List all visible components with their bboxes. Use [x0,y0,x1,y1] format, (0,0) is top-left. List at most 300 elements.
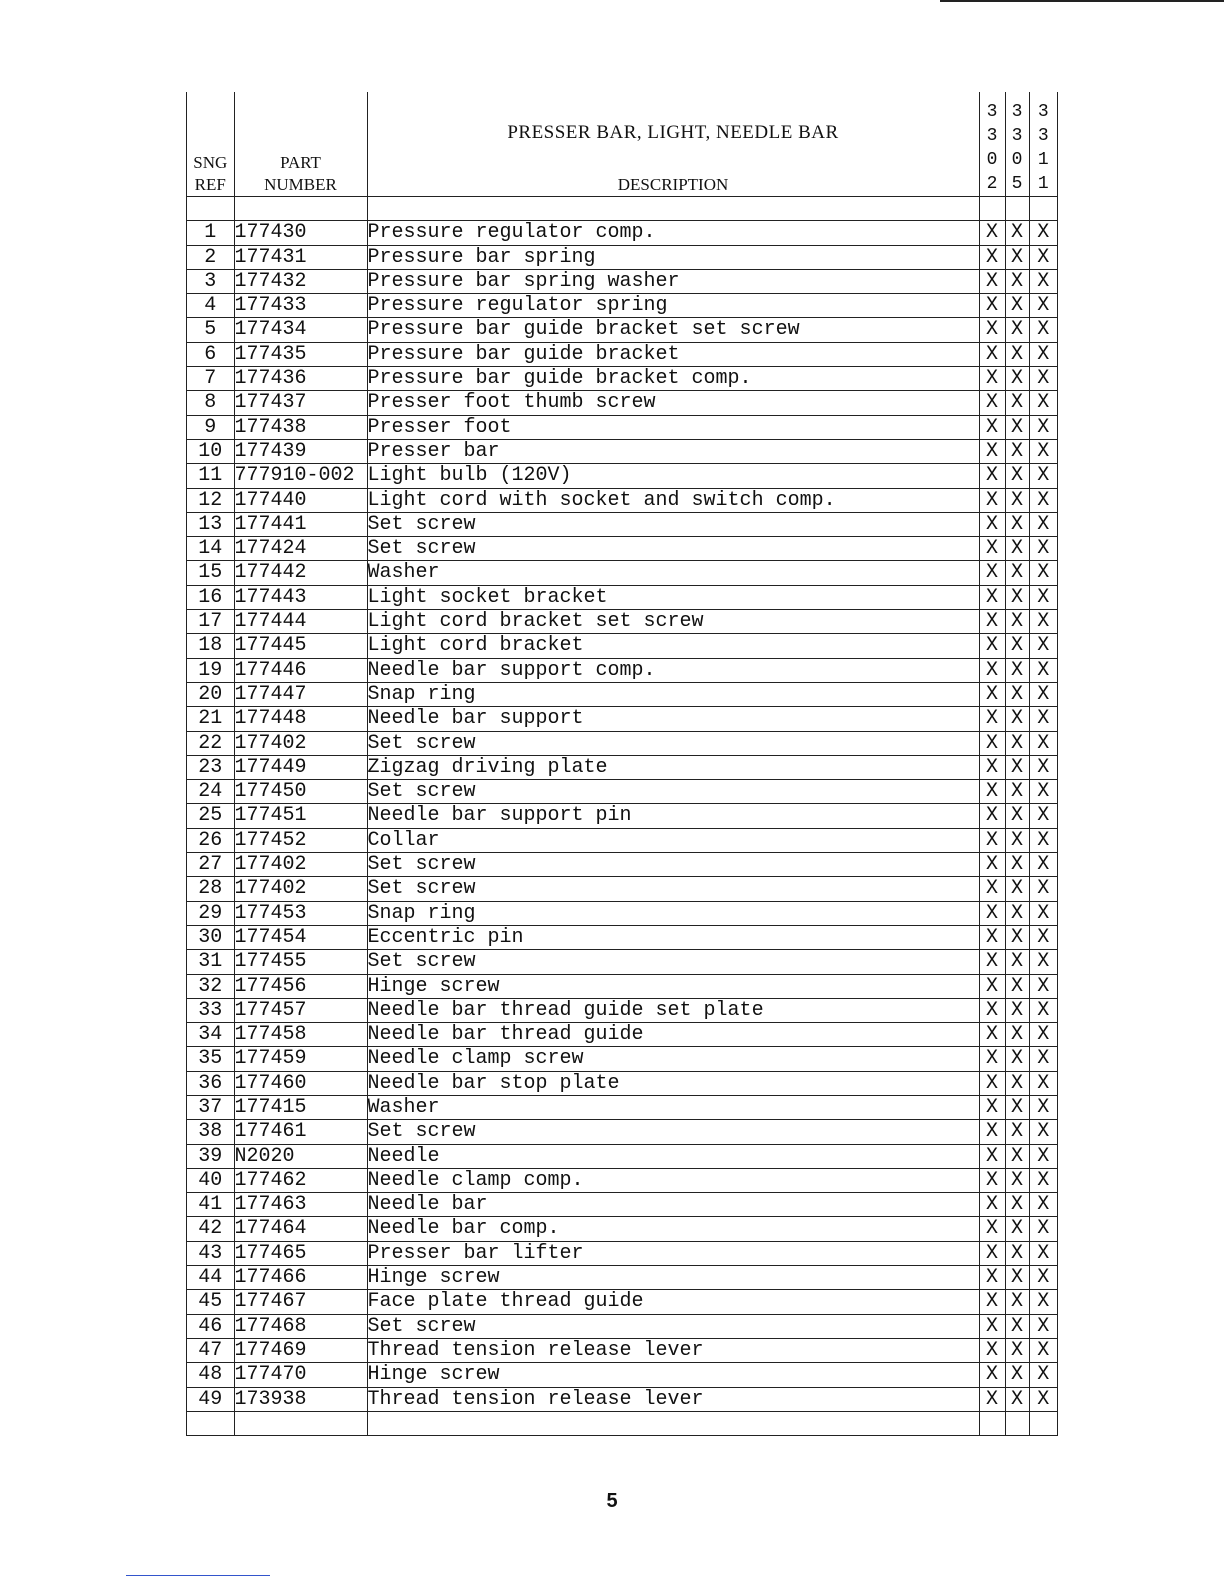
model-3302-mark: X [979,610,1005,634]
empty-cell [979,1411,1005,1435]
model-3302-mark: X [979,853,1005,877]
table-row [187,1047,1057,1071]
table-row [187,1290,1057,1314]
model-3302-mark: X [979,1241,1005,1265]
model-3311-mark: X [1029,1071,1057,1095]
model-3302-mark: X [979,780,1005,804]
page-number: 5 [606,1490,618,1512]
part-number-cell: 177456 [234,974,367,998]
table-row [187,245,1057,269]
ref-cell: 40 [187,1168,234,1192]
model-3305-mark: X [1005,367,1029,391]
ref-cell: 11 [187,464,234,488]
description-cell: Presser bar lifter [367,1241,979,1265]
model-3302-mark: X [979,1266,1005,1290]
model-3302-mark: X [979,342,1005,366]
description-cell: Set screw [367,853,979,877]
ref-cell: 26 [187,828,234,852]
spacer-cell [367,197,979,221]
ref-cell: 13 [187,512,234,536]
table-row [187,755,1057,779]
table-row [187,1095,1057,1119]
part-number-cell: 177433 [234,294,367,318]
part-number-cell: 177452 [234,828,367,852]
ref-cell: 49 [187,1387,234,1411]
model-digit: 3 [1011,102,1023,122]
model-3302-mark: X [979,1168,1005,1192]
model-3311-mark: X [1029,585,1057,609]
ref-cell: 48 [187,1363,234,1387]
ref-cell: 38 [187,1120,234,1144]
part-number-cell: 177445 [234,634,367,658]
description-cell: Pressure bar spring [367,245,979,269]
part-number-cell: 177455 [234,950,367,974]
part-number-cell: 177470 [234,1363,367,1387]
description-cell: Needle bar comp. [367,1217,979,1241]
ref-cell: 21 [187,707,234,731]
description-cell: Needle bar stop plate [367,1071,979,1095]
spacer-cell [1029,197,1057,221]
model-digit: 2 [986,174,998,194]
model-3311-mark: X [1029,1120,1057,1144]
table-row [187,780,1057,804]
description-cell: Light cord bracket [367,634,979,658]
model-3311-mark: X [1029,877,1057,901]
model-3302-mark: X [979,1095,1005,1119]
ref-cell: 5 [187,318,234,342]
model-3302-mark: X [979,1071,1005,1095]
table-row [187,1314,1057,1338]
table-row [187,1217,1057,1241]
model-digit: 3 [1011,126,1023,146]
table-row [187,221,1057,245]
model-3302-mark: X [979,1047,1005,1071]
table-row [187,1193,1057,1217]
model-3305-mark: X [1005,828,1029,852]
table-row [187,998,1057,1022]
ref-cell: 35 [187,1047,234,1071]
model-3305-mark: X [1005,1314,1029,1338]
model-3302-mark: X [979,1023,1005,1047]
ref-cell: 20 [187,682,234,706]
part-number-cell: 177436 [234,367,367,391]
part-number-cell: 177442 [234,561,367,585]
part-number-cell: 177432 [234,269,367,293]
model-3311-mark: X [1029,439,1057,463]
model-3311-mark: X [1029,367,1057,391]
description-cell: Washer [367,561,979,585]
model-3311-mark: X [1029,488,1057,512]
table-row [187,828,1057,852]
model-3305-mark: X [1005,1095,1029,1119]
model-3305-mark: X [1005,1047,1029,1071]
model-3302-mark: X [979,1217,1005,1241]
model-3305-mark: X [1005,755,1029,779]
model-3305-mark: X [1005,1217,1029,1241]
model-3311-mark: X [1029,245,1057,269]
model-3305-mark: X [1005,585,1029,609]
part-number-cell: 177459 [234,1047,367,1071]
model-3305-mark: X [1005,221,1029,245]
model-3302-mark: X [979,925,1005,949]
description-cell: Snap ring [367,682,979,706]
description-cell: Pressure bar guide bracket comp. [367,367,979,391]
description-cell: Needle bar [367,1193,979,1217]
part-number-cell: 177468 [234,1314,367,1338]
model-3311-mark: X [1029,1314,1057,1338]
model-3311-mark: X [1029,294,1057,318]
model-3305-mark: X [1005,1144,1029,1168]
table-row [187,707,1057,731]
ref-cell: 45 [187,1290,234,1314]
model-3311-mark: X [1029,318,1057,342]
model-3311-mark: X [1029,610,1057,634]
model-3302-mark: X [979,1387,1005,1411]
model-3311-mark: X [1029,707,1057,731]
model-3302-mark: X [979,828,1005,852]
model-3302-mark: X [979,1363,1005,1387]
description-cell: Needle [367,1144,979,1168]
model-3311-mark: X [1029,1363,1057,1387]
ref-cell: 17 [187,610,234,634]
ref-cell: 41 [187,1193,234,1217]
description-cell: Thread tension release lever [367,1338,979,1362]
part-number-cell: 177415 [234,1095,367,1119]
part-header-line2: NUMBER [264,175,337,194]
part-number-cell: 177462 [234,1168,367,1192]
table-row [187,925,1057,949]
ref-cell: 28 [187,877,234,901]
table-row [187,318,1057,342]
model-3311-mark: X [1029,1144,1057,1168]
spacer-cell [187,197,234,221]
model-3302-mark: X [979,804,1005,828]
table-row [187,804,1057,828]
model-3311-mark: X [1029,269,1057,293]
model-3311-mark: X [1029,1047,1057,1071]
part-number-cell: 177458 [234,1023,367,1047]
part-number-cell: 177449 [234,755,367,779]
description-cell: Set screw [367,537,979,561]
part-number-cell: 177430 [234,221,367,245]
table-row [187,950,1057,974]
model-3302-mark: X [979,439,1005,463]
ref-cell: 31 [187,950,234,974]
part-number-cell: 177446 [234,658,367,682]
part-number-cell: 177448 [234,707,367,731]
ref-cell: 8 [187,391,234,415]
ref-cell: 34 [187,1023,234,1047]
top-rule [940,0,1224,2]
model-3305-mark: X [1005,1071,1029,1095]
table-row [187,585,1057,609]
model-3302-mark: X [979,464,1005,488]
model-3302-mark: X [979,561,1005,585]
model-3302-mark: X [979,1144,1005,1168]
model-3305-mark: X [1005,780,1029,804]
model-3305-mark: X [1005,537,1029,561]
table-row [187,391,1057,415]
model-3311-mark: X [1029,828,1057,852]
model-3302-mark: X [979,294,1005,318]
model-3302-mark: X [979,318,1005,342]
ref-cell: 36 [187,1071,234,1095]
model-3302-mark: X [979,1290,1005,1314]
description-header [367,92,979,197]
model-digit: 3 [986,102,998,122]
description-cell: Pressure bar guide bracket set screw [367,318,979,342]
model-3311-mark: X [1029,658,1057,682]
table-row [187,1120,1057,1144]
model-3305-mark: X [1005,974,1029,998]
model-3305-mark: X [1005,464,1029,488]
part-number-cell: 177461 [234,1120,367,1144]
ref-cell: 10 [187,439,234,463]
model-3305-mark: X [1005,1363,1029,1387]
description-cell: Zigzag driving plate [367,755,979,779]
ref-cell: 47 [187,1338,234,1362]
description-cell: Pressure bar spring washer [367,269,979,293]
model-3305-mark: X [1005,245,1029,269]
model-3311-mark: X [1029,1290,1057,1314]
table-row [187,634,1057,658]
model-3302-mark: X [979,221,1005,245]
description-cell: Set screw [367,1120,979,1144]
description-cell: Light bulb (120V) [367,464,979,488]
table-row [187,1387,1057,1411]
model-3302-mark: X [979,537,1005,561]
model-3305-mark: X [1005,682,1029,706]
model-3302-mark: X [979,1193,1005,1217]
part-number-cell: 177463 [234,1193,367,1217]
description-cell: Presser foot thumb screw [367,391,979,415]
ref-cell: 46 [187,1314,234,1338]
description-cell: Needle bar thread guide set plate [367,998,979,1022]
model-3302-header [979,92,1005,197]
part-number-cell: 177453 [234,901,367,925]
model-3305-mark: X [1005,512,1029,536]
ref-cell: 6 [187,342,234,366]
model-3302-mark: X [979,1314,1005,1338]
part-number-cell: 177440 [234,488,367,512]
model-3305-mark: X [1005,1266,1029,1290]
model-3311-mark: X [1029,415,1057,439]
parts-table [187,92,1057,1435]
table-row [187,488,1057,512]
model-3305-mark: X [1005,1290,1029,1314]
model-3305-mark: X [1005,853,1029,877]
model-3311-mark: X [1029,342,1057,366]
ref-cell: 25 [187,804,234,828]
model-3305-mark: X [1005,342,1029,366]
ref-cell: 22 [187,731,234,755]
ref-cell: 12 [187,488,234,512]
table-row [187,682,1057,706]
description-cell: Light cord with socket and switch comp. [367,488,979,512]
model-3305-mark: X [1005,634,1029,658]
ref-cell: 15 [187,561,234,585]
part-number-cell: 177435 [234,342,367,366]
ref-cell: 42 [187,1217,234,1241]
description-cell: Collar [367,828,979,852]
description-cell: Face plate thread guide [367,1290,979,1314]
model-3302-mark: X [979,1120,1005,1144]
model-digit: 3 [1037,126,1049,146]
model-3302-mark: X [979,512,1005,536]
ref-cell: 9 [187,415,234,439]
model-3311-mark: X [1029,804,1057,828]
description-cell: Needle bar support comp. [367,658,979,682]
model-digit: 3 [986,126,998,146]
model-3305-mark: X [1005,1023,1029,1047]
model-3302-mark: X [979,877,1005,901]
part-number-cell: 177424 [234,537,367,561]
part-number-cell: N2020 [234,1144,367,1168]
model-3311-mark: X [1029,1023,1057,1047]
table-row [187,658,1057,682]
parts-list-sheet [186,92,1058,1436]
part-number-cell: 177441 [234,512,367,536]
spacer-cell [1005,197,1029,221]
description-cell: Hinge screw [367,1363,979,1387]
model-3311-mark: X [1029,391,1057,415]
model-3305-mark: X [1005,1338,1029,1362]
model-3302-mark: X [979,682,1005,706]
table-row [187,1363,1057,1387]
description-cell: Hinge screw [367,974,979,998]
model-3311-mark: X [1029,1095,1057,1119]
description-cell: Hinge screw [367,1266,979,1290]
model-3311-mark: X [1029,221,1057,245]
part-header-line1: PART [280,153,321,172]
part-number-cell: 177467 [234,1290,367,1314]
model-digit: 0 [986,150,998,170]
model-digit: 3 [1037,102,1049,122]
model-3311-mark: X [1029,901,1057,925]
model-3311-mark: X [1029,755,1057,779]
description-cell: Set screw [367,512,979,536]
ref-cell: 30 [187,925,234,949]
model-3311-mark: X [1029,1266,1057,1290]
table-row [187,1144,1057,1168]
model-3311-mark: X [1029,682,1057,706]
model-3302-mark: X [979,707,1005,731]
ref-cell: 33 [187,998,234,1022]
description-cell: Set screw [367,877,979,901]
model-3305-mark: X [1005,415,1029,439]
part-number-cell: 177451 [234,804,367,828]
table-row [187,561,1057,585]
ref-cell: 18 [187,634,234,658]
description-cell: Needle bar support pin [367,804,979,828]
model-3311-mark: X [1029,1168,1057,1192]
model-3305-mark: X [1005,998,1029,1022]
description-cell: Needle bar thread guide [367,1023,979,1047]
part-number-cell: 777910-002 [234,464,367,488]
model-3305-header [1005,92,1029,197]
table-row [187,512,1057,536]
table-header-row [187,92,1057,197]
table-row [187,1023,1057,1047]
model-3302-mark: X [979,658,1005,682]
model-3311-mark: X [1029,780,1057,804]
model-3305-mark: X [1005,1120,1029,1144]
model-3305-mark: X [1005,877,1029,901]
model-3305-mark: X [1005,1193,1029,1217]
description-cell: Set screw [367,780,979,804]
model-digit: 5 [1011,174,1023,194]
model-3305-mark: X [1005,561,1029,585]
ref-cell: 24 [187,780,234,804]
part-number-cell: 177402 [234,853,367,877]
model-3311-header [1029,92,1057,197]
spacer-cell [234,197,367,221]
table-row [187,1168,1057,1192]
ref-header-line1: SNG [193,153,228,172]
model-3311-mark: X [1029,634,1057,658]
model-3311-mark: X [1029,537,1057,561]
description-cell: Light cord bracket set screw [367,610,979,634]
part-number-cell: 177464 [234,1217,367,1241]
description-cell: Set screw [367,950,979,974]
description-cell: Washer [367,1095,979,1119]
description-cell: Presser foot [367,415,979,439]
part-number-cell: 177431 [234,245,367,269]
part-number-cell: 177444 [234,610,367,634]
part-number-cell: 177434 [234,318,367,342]
ref-cell: 4 [187,294,234,318]
model-3305-mark: X [1005,804,1029,828]
model-3305-mark: X [1005,488,1029,512]
ref-cell: 43 [187,1241,234,1265]
table-row [187,853,1057,877]
part-number-cell: 177443 [234,585,367,609]
empty-cell [187,1411,234,1435]
part-number-cell: 177457 [234,998,367,1022]
ref-cell: 32 [187,974,234,998]
model-3305-mark: X [1005,1241,1029,1265]
table-row [187,1266,1057,1290]
ref-cell: 7 [187,367,234,391]
part-number-cell: 177466 [234,1266,367,1290]
part-number-cell: 177437 [234,391,367,415]
model-3302-mark: X [979,998,1005,1022]
table-row [187,1071,1057,1095]
model-3302-mark: X [979,634,1005,658]
model-3305-mark: X [1005,901,1029,925]
model-3305-mark: X [1005,950,1029,974]
table-row [187,974,1057,998]
model-3302-mark: X [979,1338,1005,1362]
table-row [187,342,1057,366]
model-3311-mark: X [1029,1217,1057,1241]
model-3302-mark: X [979,367,1005,391]
table-row [187,439,1057,463]
model-3311-mark: X [1029,974,1057,998]
model-3302-mark: X [979,585,1005,609]
table-row [187,901,1057,925]
description-cell: Needle bar support [367,707,979,731]
part-number-cell: 177402 [234,731,367,755]
empty-cell [1005,1411,1029,1435]
ref-header-line2: REF [194,175,226,194]
ref-cell: 27 [187,853,234,877]
model-3302-mark: X [979,901,1005,925]
description-cell: Thread tension release lever [367,1387,979,1411]
model-3311-mark: X [1029,853,1057,877]
model-digit: 1 [1037,174,1049,194]
part-number-cell: 177450 [234,780,367,804]
